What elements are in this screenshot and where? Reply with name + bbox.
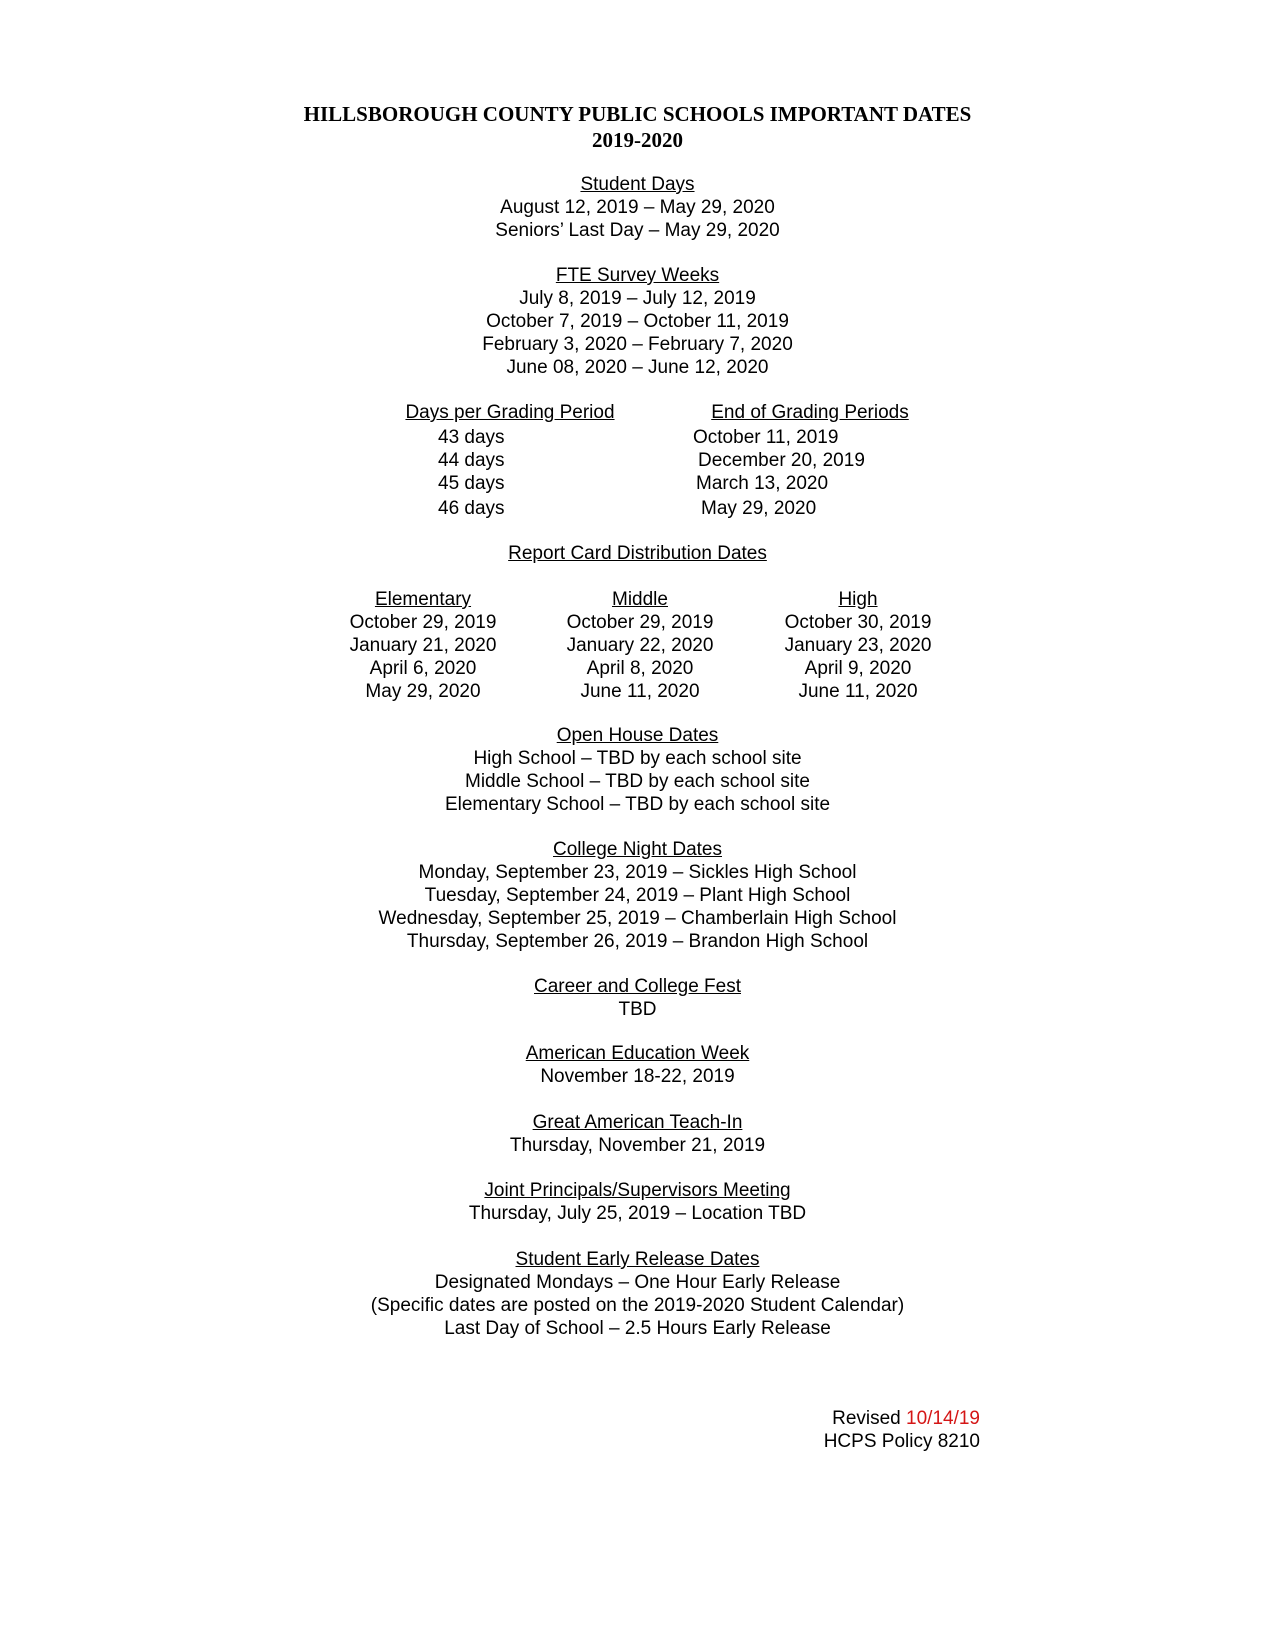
- section-line: November 18-22, 2019: [540, 1066, 735, 1087]
- elementary-date: October 29, 2019: [349, 612, 497, 633]
- section-line: Thursday, November 21, 2019: [509, 1135, 766, 1156]
- section-line: Designated Mondays – One Hour Early Release: [434, 1272, 841, 1293]
- report-card-section: [0, 542, 1275, 565]
- end-item: December 20, 2019: [698, 450, 865, 471]
- middle-date: June 11, 2020: [580, 681, 700, 702]
- middle-column: [540, 588, 740, 703]
- section-line: Thursday, July 25, 2019 – Location TBD: [468, 1203, 807, 1224]
- college-night-section: [0, 838, 1275, 953]
- days-list: [438, 426, 638, 520]
- end-list: [693, 426, 933, 520]
- section-heading: FTE Survey Weeks: [555, 265, 720, 286]
- section-line: August 12, 2019 – May 29, 2020: [500, 197, 775, 218]
- days-item: 43 days: [438, 427, 505, 448]
- section-line: High School – TBD by each school site: [473, 748, 802, 769]
- section-line: June 08, 2020 – June 12, 2020: [506, 357, 769, 378]
- high-date: January 23, 2020: [784, 635, 932, 656]
- days-heading: Days per Grading Period: [405, 402, 615, 423]
- middle-date: January 22, 2020: [566, 635, 714, 656]
- policy-line: [750, 1430, 980, 1453]
- elementary-date: January 21, 2020: [349, 635, 497, 656]
- high-date: October 30, 2019: [784, 612, 932, 633]
- end-item: October 11, 2019: [693, 427, 839, 448]
- section-line: Tuesday, September 24, 2019 – Plant High School: [424, 885, 851, 906]
- section-heading: American Education Week: [525, 1043, 750, 1064]
- days-per-grading-column: [380, 401, 640, 424]
- section-heading: Report Card Distribution Dates: [508, 543, 767, 564]
- high-heading: High: [838, 589, 878, 610]
- elementary-date: May 29, 2020: [365, 681, 481, 702]
- section-line: Monday, September 23, 2019 – Sickles High School: [418, 862, 857, 883]
- section-line: Middle School – TBD by each school site: [465, 771, 810, 792]
- education-week-section: [0, 1042, 1275, 1088]
- elementary-column: [323, 588, 523, 703]
- section-line: October 7, 2019 – October 11, 2019: [486, 311, 789, 332]
- section-line: July 8, 2019 – July 12, 2019: [519, 288, 756, 309]
- section-line: Last Day of School – 2.5 Hours Early Release: [444, 1318, 831, 1339]
- middle-date: April 8, 2020: [586, 658, 694, 679]
- days-item: 45 days: [438, 473, 505, 494]
- title-line-1: HILLSBOROUGH COUNTY PUBLIC SCHOOLS IMPORTANT DATES: [303, 102, 972, 126]
- section-heading: Career and College Fest: [534, 976, 741, 997]
- high-date: June 11, 2020: [798, 681, 918, 702]
- days-item: 44 days: [438, 450, 505, 471]
- days-item: 46 days: [438, 498, 505, 519]
- end-item: March 13, 2020: [696, 473, 829, 494]
- section-line: Elementary School – TBD by each school site: [444, 794, 831, 815]
- section-heading: College Night Dates: [553, 839, 722, 860]
- fte-section: [0, 264, 1275, 379]
- middle-date: October 29, 2019: [566, 612, 714, 633]
- section-heading: Student Early Release Dates: [515, 1249, 760, 1270]
- section-line: February 3, 2020 – February 7, 2020: [482, 334, 793, 355]
- student-days-section: [0, 173, 1275, 242]
- elementary-heading: Elementary: [374, 589, 472, 610]
- revised-line: [750, 1407, 980, 1430]
- end-grading-column: [680, 401, 940, 424]
- document-title: [0, 101, 1275, 153]
- career-fest-section: [0, 975, 1275, 1021]
- section-line: TBD: [618, 999, 657, 1020]
- section-heading: Student Days: [580, 174, 695, 195]
- end-item: May 29, 2020: [701, 498, 817, 519]
- section-line: Thursday, September 26, 2019 – Brandon High School: [406, 931, 869, 952]
- elementary-date: April 6, 2020: [369, 658, 477, 679]
- high-column: [758, 588, 958, 703]
- section-heading: Open House Dates: [556, 725, 719, 746]
- section-heading: Great American Teach-In: [532, 1112, 743, 1133]
- section-line: Wednesday, September 25, 2019 – Chamberlain High School: [378, 908, 897, 929]
- section-heading: Joint Principals/Supervisors Meeting: [484, 1180, 791, 1201]
- revised-date: 10/14/19: [906, 1408, 980, 1429]
- end-heading: End of Grading Periods: [711, 402, 909, 423]
- joint-meeting-section: [0, 1179, 1275, 1225]
- open-house-section: [0, 724, 1275, 816]
- middle-heading: Middle: [612, 589, 668, 610]
- revised-label: Revised: [832, 1408, 901, 1429]
- high-date: April 9, 2020: [804, 658, 912, 679]
- section-line: Seniors’ Last Day – May 29, 2020: [495, 220, 780, 241]
- title-year: 2019-2020: [592, 128, 683, 152]
- section-line: (Specific dates are posted on the 2019-2020 Student Calendar): [370, 1295, 905, 1316]
- policy-text: HCPS Policy 8210: [823, 1431, 980, 1452]
- teach-in-section: [0, 1111, 1275, 1157]
- early-release-section: [0, 1248, 1275, 1340]
